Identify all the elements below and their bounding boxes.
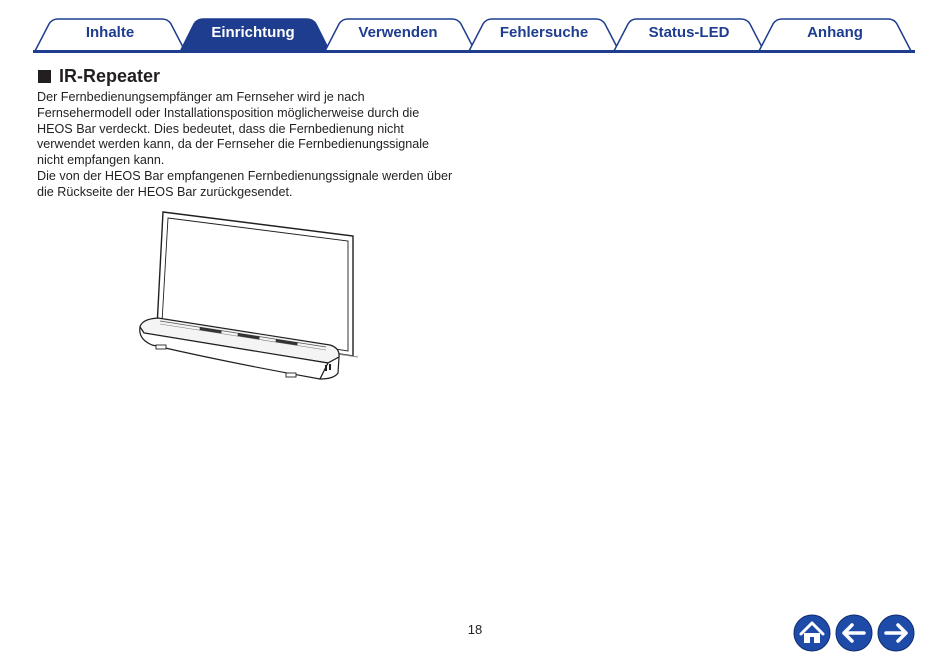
tab-baseline bbox=[33, 50, 915, 53]
home-button[interactable] bbox=[793, 614, 831, 652]
paragraph-1: Der Fernbedienungsempfänger am Fernseher wird je nach Fernsehermodell oder Installationsposition möglicherweise durch die HEOS Bar verdeckt. Dies bedeutet, dass die Fernbedienung nicht verwendet werden kann, da der Fernseher die Fernbedienungssignale nicht empfangen kann. bbox=[37, 90, 430, 168]
section-heading bbox=[38, 64, 160, 88]
home-icon bbox=[793, 614, 831, 652]
tab-status-led[interactable]: Status-LED bbox=[648, 24, 730, 41]
forward-button[interactable] bbox=[877, 614, 915, 652]
soundbar-foot bbox=[286, 373, 296, 377]
tab-bar bbox=[0, 0, 950, 56]
soundbar-connector bbox=[329, 364, 331, 370]
tab-fehlersuche[interactable]: Fehlersuche bbox=[499, 24, 589, 41]
soundbar-connector bbox=[325, 365, 327, 371]
paragraph-2: Die von der HEOS Bar empfangenen Fernbedienungssignale werden über die Rückseite der HEOS Bar zurückgesendet. bbox=[37, 168, 453, 199]
arrow-right-icon bbox=[877, 614, 915, 652]
body-text bbox=[37, 90, 457, 201]
tv-soundbar-illustration bbox=[130, 205, 370, 390]
arrow-left-icon bbox=[835, 614, 873, 652]
square-bullet-icon bbox=[38, 70, 51, 83]
tab-anhang[interactable]: Anhang bbox=[807, 24, 863, 41]
section-title: IR-Repeater bbox=[59, 65, 161, 86]
tab-einrichtung[interactable]: Einrichtung bbox=[211, 24, 295, 41]
tab-verwenden[interactable]: Verwenden bbox=[358, 24, 438, 41]
back-button[interactable] bbox=[835, 614, 873, 652]
tab-inhalte[interactable]: Inhalte bbox=[85, 24, 135, 41]
tv-soundbar-drawing bbox=[130, 205, 370, 390]
page-number: 18 bbox=[467, 622, 483, 637]
soundbar-foot bbox=[156, 345, 166, 349]
